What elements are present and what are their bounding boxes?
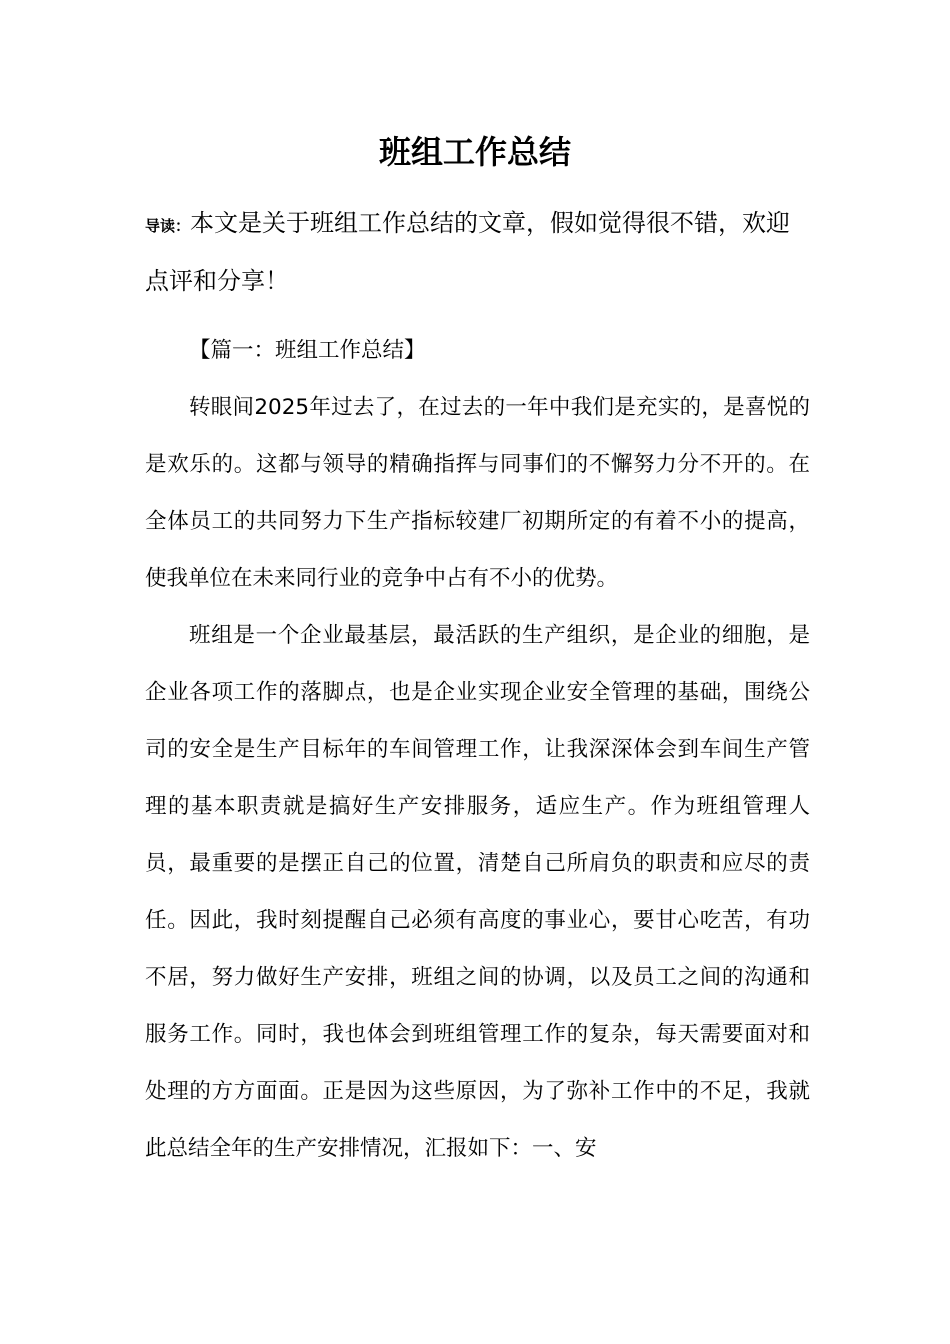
paragraph-2: 班组是一个企业最基层，最活跃的生产组织，是企业的细胞，是企业各项工作的落脚点，也是企业实现企业安全管理的基础，围绕公司的安全是生产目标年的车间管理工作，让我深深体会到车间生产管理的基本职责就是搞好生产安排服务，适应生产。作为班组管理人员，最重要的是摆正自己的位置，清楚自己所肩负的职责和应尽的责任。因此，我时刻提醒自己必须有高度的事业心，要甘心吃苦，有功不居，努力做好生产安排，班组之间的协调，以及员工之间的沟通和服务工作。同时，我也体会到班组管理工作的复杂，每天需要面对和处理的方方面面。正是因为这些原因，为了弥补工作中的不足，我就此总结全年的生产安排情况，汇报如下：一、安 xyxy=(145,623,810,1161)
intro-block xyxy=(145,196,810,309)
intro-label: 导读： xyxy=(145,217,191,235)
section-heading: 【篇一：班组工作总结】 xyxy=(189,338,426,363)
intro-text: 本文是关于班组工作总结的文章，假如觉得很不错，欢迎点评和分享！ xyxy=(145,209,791,295)
paragraph-1: 转眼间2025年过去了，在过去的一年中我们是充实的，是喜悦的是欢乐的。这都与领导的精确指挥与同事们的不懈努力分不开的。在全体员工的共同努力下生产指标较建厂初期所定的有着不小的提高，使我单位在未来同行业的竞争中占有不小的优势。 xyxy=(145,395,810,591)
document-title: 班组工作总结 xyxy=(378,133,571,171)
document-body xyxy=(145,322,810,1177)
